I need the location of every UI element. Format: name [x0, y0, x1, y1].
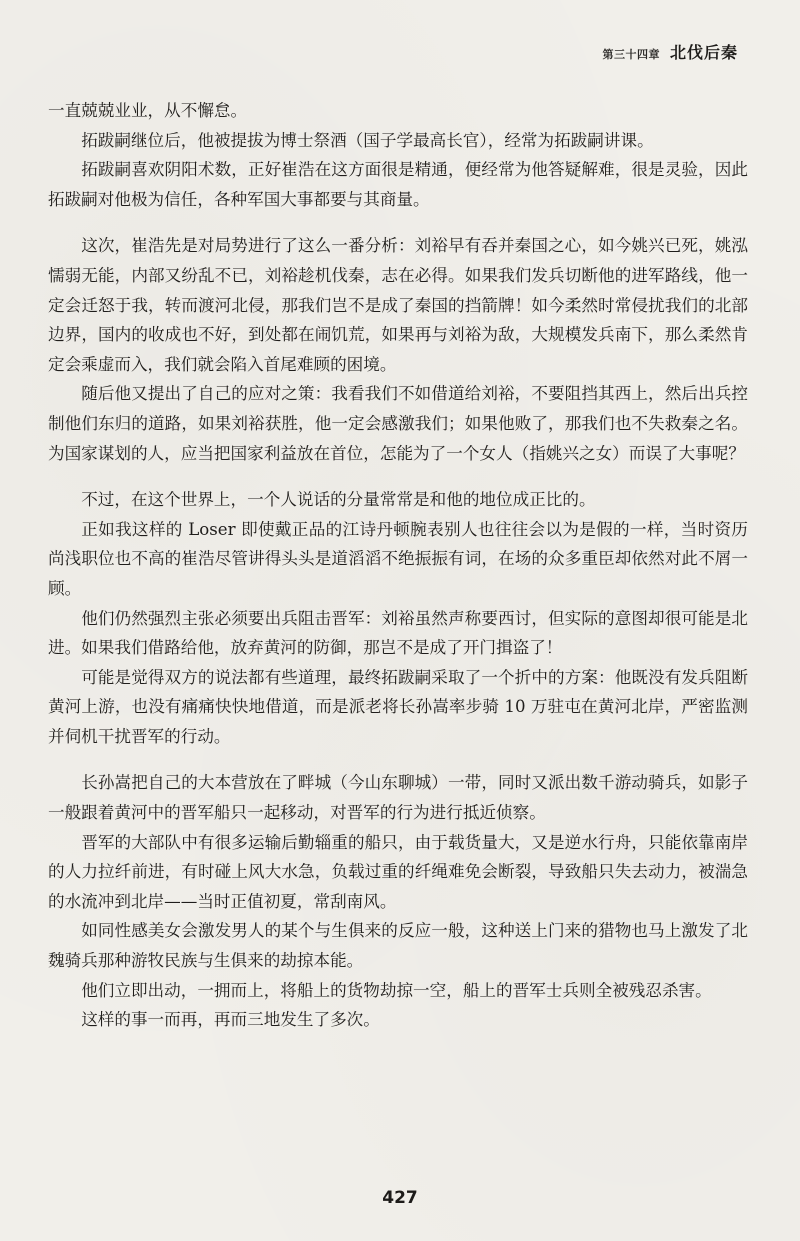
- paragraph: 正如我这样的 Loser 即使戴正品的江诗丹顿腕表别人也往往会以为是假的一样，当时资历尚浅职位也不高的崔浩尽管讲得头头是道滔滔不绝振振有词，在场的众多重臣却依然对此不屑一顾。: [48, 519, 748, 598]
- paragraph: 一直兢兢业业，从不懈怠。: [48, 101, 248, 120]
- paragraph: 如同性感美女会激发男人的某个与生俱来的反应一般，这种送上门来的猎物也马上激发了北魏骑兵那种游牧民族与生俱来的劫掠本能。: [48, 921, 748, 971]
- running-header: [602, 40, 738, 63]
- paragraph: 随后他又提出了自己的应对之策：我看我们不如借道给刘裕，不要阻挡其西上，然后出兵控制他们东归的道路，如果刘裕获胜，他一定会感激我们；如果他败了，那我们也不失救秦之名。为国家谋划的人，应当把国家利益放在首位，怎能为了一个女人（指姚兴之女）而误了大事呢？: [48, 384, 748, 463]
- paragraph: 他们立即出动，一拥而上，将船上的货物劫掠一空，船上的晋军士兵则全被残忍杀害。: [81, 980, 712, 1000]
- paragraph: 可能是觉得双方的说法都有些道理，最终拓跋嗣采取了一个折中的方案：他既没有发兵阻断黄河上游，也没有痛痛快快地借道，而是派老将长孙嵩率步骑 10 万驻屯在黄河北岸，严密监测并伺机干扰晋军的行动。: [48, 667, 748, 746]
- chapter-number: 第三十四章: [602, 48, 660, 61]
- paragraph: 这样的事一而再，再而三地发生了多次。: [81, 1010, 380, 1030]
- paragraph: 不过，在这个世界上，一个人说话的分量常常是和他的地位成正比的。: [81, 490, 596, 510]
- paragraph: 拓跋嗣喜欢阴阳术数，正好崔浩在这方面很是精通，便经常为他答疑解难，很是灵验，因此拓跋嗣对他极为信任，各种军国大事都要与其商量。: [48, 160, 748, 209]
- page-number: 427: [382, 1188, 418, 1208]
- paragraph: 长孙嵩把自己的大本营放在了畔城（今山东聊城）一带，同时又派出数千游动骑兵，如影子一般跟着黄河中的晋军船只一起移动，对晋军的行为进行抵近侦察。: [48, 773, 748, 823]
- paragraph: 他们仍然强烈主张必须要出兵阻击晋军：刘裕虽然声称要西讨，但实际的意图却很可能是北进。如果我们借路给他，放弃黄河的防御，那岂不是成了开门揖盗了！: [48, 608, 748, 658]
- paragraph: 这次，崔浩先是对局势进行了这么一番分析：刘裕早有吞并秦国之心，如今姚兴已死，姚泓懦弱无能，内部又纷乱不已，刘裕趁机伐秦，志在必得。如果我们发兵切断他的进军路线，他一定会迁怒于我，转而渡河北侵，那我们岂不是成了秦国的挡箭牌！如今柔然时常侵扰我们的北部边界，国内的收成也不好，到处都在闹饥荒，如果再与刘裕为敌，大规模发兵南下，那么柔然肯定会乘虚而入，我们就会陷入首尾难顾的困境。: [48, 236, 748, 374]
- body-text: [48, 96, 748, 1035]
- paragraph: 拓跋嗣继位后，他被提拔为博士祭酒（国子学最高长官），经常为拓跋嗣讲课。: [81, 130, 654, 150]
- chapter-title: 北伐后秦: [669, 43, 738, 62]
- paragraph: 晋军的大部队中有很多运输后勤辎重的船只，由于载货量大，又是逆水行舟，只能依靠南岸的人力拉纤前进，有时碰上风大水急，负载过重的纤绳难免会断裂，导致船只失去动力，被湍急的水流冲到北岸——当时正值初夏，常刮南风。: [48, 832, 748, 911]
